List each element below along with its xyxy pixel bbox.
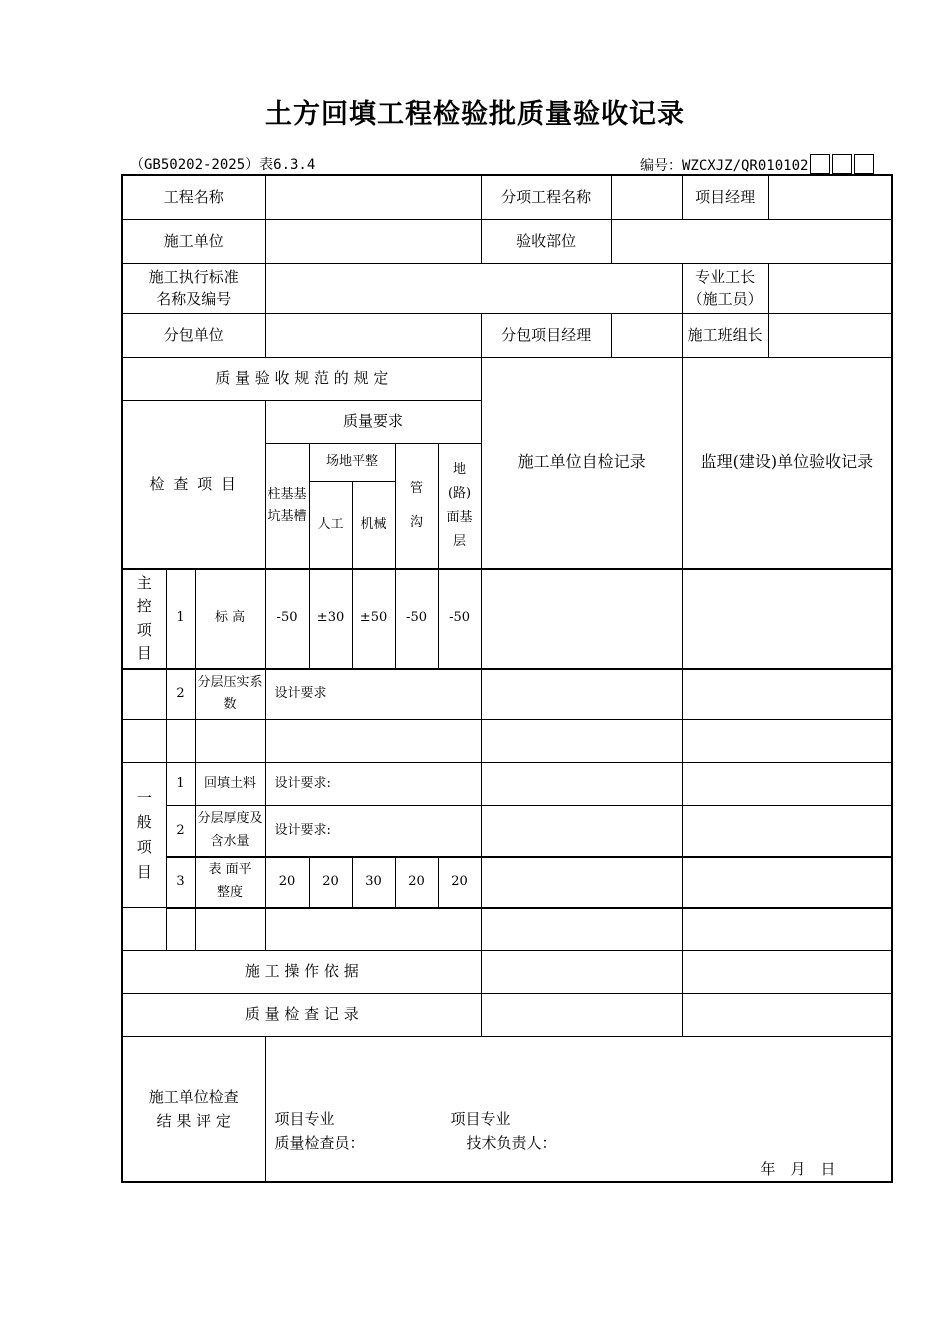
subcontractor-field[interactable] bbox=[265, 314, 481, 358]
general-row-2-name: 分层厚度及含水量 bbox=[195, 806, 265, 857]
col-road-heading: 地(路)面基层 bbox=[438, 444, 481, 569]
blank-cell bbox=[166, 908, 195, 951]
record-form-table bbox=[121, 174, 893, 1183]
quality-req-heading: 质量要求 bbox=[265, 401, 481, 444]
quality-record-self-check[interactable] bbox=[481, 994, 682, 1037]
main-row-1-no: 1 bbox=[166, 569, 195, 669]
basis-supervisor[interactable] bbox=[682, 951, 892, 994]
supervisor-heading: 监理(建设)单位验收记录 bbox=[682, 358, 892, 569]
main-row-1-supervisor[interactable] bbox=[682, 569, 892, 669]
number-box[interactable] bbox=[854, 154, 874, 174]
main-control-label: 主控项目 bbox=[122, 569, 166, 669]
col-pit-heading: 柱基基坑基槽 bbox=[265, 444, 309, 569]
project-manager-label: 项目经理 bbox=[682, 175, 768, 220]
blank-cell bbox=[195, 908, 265, 951]
main-row-1-name: 标 高 bbox=[195, 569, 265, 669]
general-row-1-name: 回填土料 bbox=[195, 763, 265, 806]
general-row-3-self-check-grid[interactable] bbox=[481, 857, 682, 908]
blank-cell[interactable] bbox=[481, 720, 682, 763]
main-row-2-supervisor[interactable] bbox=[682, 669, 892, 720]
main-row-2-no: 2 bbox=[166, 669, 195, 720]
sub-manager-field[interactable] bbox=[612, 314, 682, 357]
general-row-3-val-pit: 20 bbox=[265, 857, 309, 908]
general-row-3-name: 表 面平整度 bbox=[195, 857, 265, 908]
foreman-label bbox=[682, 264, 768, 314]
result-signature-area[interactable] bbox=[265, 1037, 892, 1182]
quality-inspector-line1: 项目专业 bbox=[274, 1110, 335, 1128]
blank-cell[interactable] bbox=[265, 908, 481, 951]
team-leader-field[interactable] bbox=[768, 314, 892, 358]
general-row-1-self-check[interactable] bbox=[481, 763, 682, 806]
standard-label-line1: 施工执行标准 bbox=[148, 267, 239, 286]
check-items-heading: 检 查 项 目 bbox=[122, 401, 265, 569]
main-row-1-val-machine: ±50 bbox=[352, 569, 395, 669]
foreman-label-line1: 专业工长 bbox=[695, 267, 756, 286]
standard-field[interactable] bbox=[265, 264, 682, 314]
blank-cell[interactable] bbox=[682, 720, 892, 763]
subcontractor-label: 分包单位 bbox=[122, 314, 265, 358]
acceptance-part-field[interactable] bbox=[612, 220, 892, 263]
sub-project-name-label-text: 分项工程名称 bbox=[482, 176, 612, 219]
document-number bbox=[640, 154, 874, 175]
construction-unit-label: 施工单位 bbox=[122, 220, 265, 264]
general-label: 一般项目 bbox=[122, 763, 166, 908]
general-row-3-no: 3 bbox=[166, 857, 195, 908]
spec-rules-heading: 质 量 验 收 规 范 的 规 定 bbox=[122, 358, 481, 401]
general-row-1-supervisor[interactable] bbox=[682, 763, 892, 806]
main-row-1-self-check[interactable] bbox=[481, 569, 682, 669]
blank-cell bbox=[166, 720, 195, 763]
quality-record-label: 质 量 检 查 记 录 bbox=[122, 994, 481, 1037]
blank-cell bbox=[122, 720, 166, 763]
general-row-3-val-machine: 30 bbox=[352, 857, 395, 908]
foreman-field[interactable] bbox=[768, 264, 892, 314]
construction-unit-field[interactable] bbox=[265, 220, 481, 264]
main-row-2-name: 分层压实系数 bbox=[195, 669, 265, 720]
general-row-1-req: 设计要求: bbox=[265, 763, 481, 806]
result-label-line2: 结 果 评 定 bbox=[156, 1111, 231, 1130]
number-box[interactable] bbox=[832, 154, 852, 174]
main-row-2-req: 设计要求 bbox=[265, 669, 481, 720]
main-row-1-val-manual: ±30 bbox=[309, 569, 352, 669]
sub-project-name-field[interactable] bbox=[612, 176, 682, 219]
standard-reference: （GB50202-2025）表6.3.4 bbox=[130, 157, 316, 173]
foreman-label-line2: （施工员） bbox=[687, 289, 763, 308]
quality-inspector-line2: 质量检查员： bbox=[274, 1134, 365, 1152]
general-row-3-val-road: 20 bbox=[438, 857, 481, 908]
quality-inspector-block bbox=[275, 1107, 365, 1155]
main-row-2-self-check[interactable] bbox=[481, 669, 682, 720]
general-row-1-no: 1 bbox=[166, 763, 195, 806]
quality-record-supervisor[interactable] bbox=[682, 994, 892, 1037]
general-row-3-supervisor-grid[interactable] bbox=[682, 857, 892, 908]
basis-self-check[interactable] bbox=[481, 951, 682, 994]
main-row-1-val-pit: -50 bbox=[265, 569, 309, 669]
blank-cell[interactable] bbox=[682, 908, 892, 951]
main-row-1-val-pipe: -50 bbox=[395, 569, 438, 669]
col-pipe-heading: 管沟 bbox=[395, 444, 438, 569]
col-site-heading: 场地平整 bbox=[309, 444, 395, 482]
general-row-2-req: 设计要求: bbox=[265, 806, 481, 857]
sub-project-name-label bbox=[481, 175, 682, 220]
blank-cell bbox=[122, 908, 166, 951]
blank-cell bbox=[195, 720, 265, 763]
project-manager-field[interactable] bbox=[768, 175, 892, 220]
sub-manager-label: 分包项目经理 bbox=[482, 314, 612, 357]
basis-label: 施 工 操 作 依 据 bbox=[122, 951, 481, 994]
standard-label bbox=[122, 264, 265, 314]
sub-manager-row bbox=[481, 314, 682, 358]
project-name-field[interactable] bbox=[265, 175, 481, 220]
number-box[interactable] bbox=[810, 154, 830, 174]
general-row-3-val-manual: 20 bbox=[309, 857, 352, 908]
blank-cell[interactable] bbox=[481, 908, 682, 951]
technical-lead-block bbox=[451, 1107, 557, 1155]
main-row-2-blank bbox=[122, 669, 166, 720]
acceptance-part-row bbox=[481, 220, 892, 264]
document-number-text: 编号：WZCXJZ/QR010102 bbox=[640, 158, 809, 174]
acceptance-part-label: 验收部位 bbox=[482, 220, 612, 263]
main-row-1-val-road: -50 bbox=[438, 569, 481, 669]
technical-lead-line1: 项目专业 bbox=[450, 1110, 511, 1128]
project-name-label: 工程名称 bbox=[122, 175, 265, 220]
result-label-line1: 施工单位检查 bbox=[148, 1087, 239, 1106]
page-title: 土方回填工程检验批质量验收记录 bbox=[265, 99, 685, 130]
blank-cell[interactable] bbox=[265, 720, 481, 763]
general-row-2-supervisor[interactable] bbox=[682, 806, 892, 857]
col-machine-heading: 机械 bbox=[352, 482, 395, 569]
general-row-3-val-pipe: 20 bbox=[395, 857, 438, 908]
team-leader-label: 施工班组长 bbox=[682, 314, 768, 358]
general-row-2-no: 2 bbox=[166, 806, 195, 857]
result-label bbox=[122, 1037, 265, 1182]
technical-lead-line2: 技术负责人： bbox=[466, 1134, 557, 1152]
col-manual-heading: 人工 bbox=[309, 482, 352, 569]
signature-date: 年 月 日 bbox=[760, 1160, 836, 1178]
standard-label-line2: 名称及编号 bbox=[156, 289, 232, 308]
self-check-heading: 施工单位自检记录 bbox=[481, 358, 682, 569]
general-row-2-self-check[interactable] bbox=[481, 806, 682, 857]
